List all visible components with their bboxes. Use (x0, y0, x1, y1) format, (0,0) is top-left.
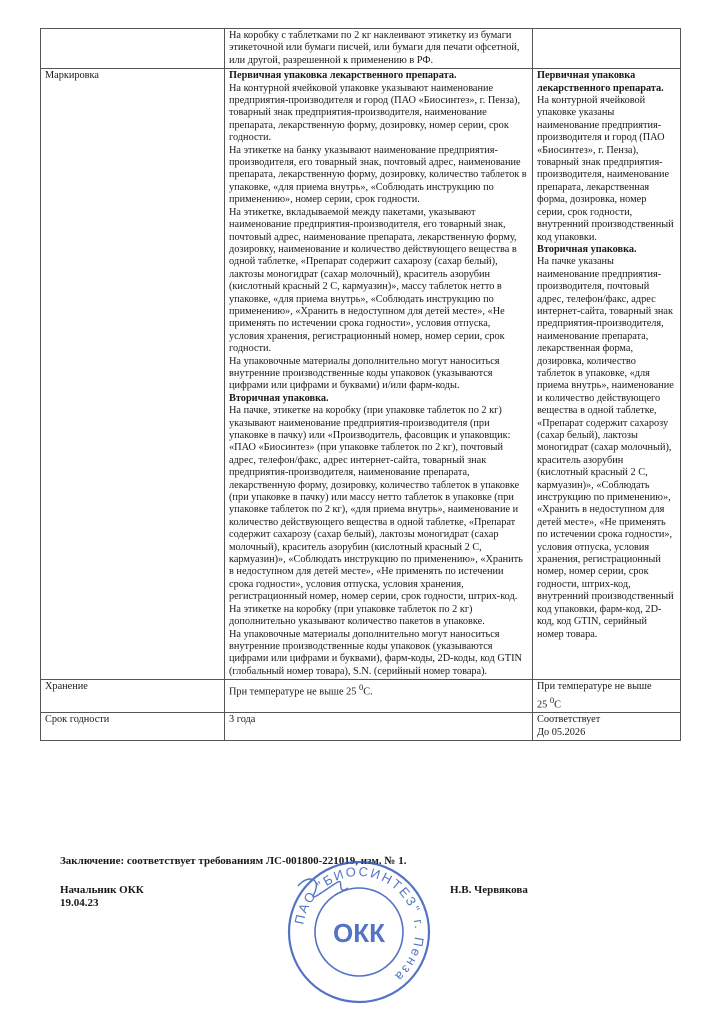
table-row (41, 713, 681, 741)
marking-results (533, 69, 681, 680)
paragraph: На этикетке, вкладываемой между пакетами, указывают наименование предприятия-производителя, его товарный знак, почтовый адрес, наименование препарата, лекарственную форму, дозировку, наименование и количество действующего вещества в одной таблетке, «Препарат содержит сахарозу (сахар белый), лактозы моногидрат (сахар молочный), краситель азорубин (кислотный красный 2 С, кармуазин)», массу таблеток нетто в упаковке, «для приема внутрь», «Соблюдать инструкцию по применению», «Хранить в недоступном для детей месте», «Не применять по истечении срока годности», условия отпуска, условия хранения, регистрационный номер, номер серии, срок годности. (229, 206, 517, 355)
shelf-life-result (533, 713, 681, 741)
storage-result-line: При температуре не выше (537, 681, 652, 693)
empty-cell (41, 29, 225, 69)
storage-result (533, 680, 681, 713)
shelf-life-label: Срок годности (41, 713, 225, 741)
marking-label: Маркировка (41, 69, 225, 680)
stamp-ring-text-path: ПАО "БИОСИНТЕЗ" г. Пенза (291, 863, 428, 986)
signer-block (60, 884, 144, 910)
signer-title: Начальник ОКК (60, 884, 144, 896)
paragraph: На контурной ячейковой упаковке указывают наименование предприятия-производителя и город (ПАО «Биосинтез», г. Пенза), товарный знак предприятия-производителя, наименование препарата, лекарственную форму, дозировку, номер серии, срок годности. (229, 82, 521, 144)
top-row-text: На коробку с таблетками по 2 кг наклеивают этикетку из бумаги этикеточной или бумаги писчей, или бумаги для печати офсетной, или другой, разрешенной к применению в РФ. (225, 29, 533, 69)
paragraph: На этикетке на банку указывают наименование предприятия-производителя, его товарный знак, почтовый адрес, наименование препарата, лекарственную форму, дозировку, количество таблеток в упаковке, «для приема внутрь», «Соблюдать инструкцию по применению», номер серии, срок годности. (229, 144, 527, 206)
shelf-life-requirement: 3 года (225, 713, 533, 741)
table-row (41, 680, 681, 713)
shelf-life-result-line: Соответствует (537, 714, 601, 726)
storage-text: 25 (537, 698, 550, 710)
storage-label: Хранение (41, 680, 225, 713)
paragraph: На упаковочные материалы дополнительно могут наноситься внутренние производственные коды упаковок (указываются цифрами или цифрами и буквами), фарм-коды, 2D-коды, код GTIN (глобальный номер товара), S.N. (серийный номер товара). (229, 628, 522, 677)
degree-mark: 0 (358, 682, 364, 693)
table-row (41, 29, 681, 69)
secondary-heading: Вторичная упаковка. (229, 392, 329, 404)
specification-table (40, 28, 681, 741)
primary-heading: Первичная упаковка лекарственного препарата. (537, 70, 664, 94)
top-row-result (533, 29, 681, 69)
storage-unit: С. (363, 686, 373, 698)
degree-mark: 0 (549, 694, 555, 705)
okk-stamp (278, 856, 440, 1006)
storage-requirement (225, 680, 533, 713)
primary-heading: Первичная упаковка лекарственного препарата. (229, 70, 457, 82)
marking-requirements (225, 69, 533, 680)
signer-date: 19.04.23 (60, 897, 99, 909)
paragraph: На пачке, этикетке на коробку (при упаковке таблеток по 2 кг) указывают наименование предприятия-производителя (при упаковке в пачку) или «Производитель, фасовщик и упаковщик: «ПАО «Биосинтез» (при упаковке таблеток по 2 кг), почтовый адрес, телефон/факс, адрес интернет-сайта, товарный знак предприятия-производителя, наименование препарата, лекарственную форму, дозировку, количество таблеток в упаковке (при упаковке в пачку) или массу нетто таблеток в упаковке (при упаковке таблеток по 2 кг), «для приема внутрь», наименование и количество действующего вещества в одной таблетке, «Препарат содержит сахарозу (сахар белый), лактозы моногидрат (сахар молочный), краситель азорубин (кислотный красный 2 С, кармуазин)», «Соблюдать инструкцию по применению», «Хранить в недоступном для детей месте», «Не применять по истечении срока годности», условия отпуска, условия хранения, регистрационный номер, номер серии, срок годности, штрих-код. (229, 405, 523, 603)
conclusion: Заключение: соответствует требованиям ЛС-001800-221019, изм. № 1. (60, 855, 407, 867)
shelf-life-result-line: До 05.2026 (537, 726, 586, 738)
table-row (41, 69, 681, 680)
storage-result-line (537, 694, 676, 712)
storage-text: При температуре не выше 25 (229, 686, 359, 698)
paragraph: На упаковочные материалы дополнительно могут наноситься внутренние производственные коды упаковок (указываются цифрами или цифрами и буквами) и/или фарм-коды. (229, 355, 500, 392)
paragraph: На пачке указаны наименование предприятия-производителя, почтовый адрес, телефон/факс, адрес интернет-сайта, товарный знак предприятия-производителя, наименование препарата, лекарственная форма, дозировка, количество таблеток в упаковке, «для приема внутрь», наименование и количество действующего вещества в одной таблетке, «Препарат содержит сахарозу (сахар белый), лактозы моногидрат (сахар молочный), краситель азорубин (кислотный красный 2 С, кармуазин)», «Соблюдать инструкцию по применению», «Хранить в недоступном для детей месте», «Не применять по истечении срока годности», условия отпуска, условия хранения, регистрационный номер, номер серии, срок годности, штрих-код, внутренний производственный код упаковки, фарм-код, 2D-код, код GTIN, серийный номер товара. (537, 256, 674, 640)
storage-unit: С (554, 698, 562, 710)
secondary-heading: Вторичная упаковка. (537, 243, 637, 255)
paragraph: На этикетке на коробку (при упаковке таблеток по 2 кг) дополнительно указывают количество пакетов в упаковке. (229, 603, 485, 628)
signer-name: Н.В. Червякова (450, 884, 528, 896)
stamp-center-text: ОКК (333, 918, 385, 948)
paragraph: На контурной ячейковой упаковке указаны наименование предприятия-производителя и город (ПАО «Биосинтез», г. Пенза), товарный знак предприятия-производителя, наименование препарата, лекарственная форма, дозировка, номер серии, срок годности, внутренний производственный код упаковки. (537, 95, 674, 243)
